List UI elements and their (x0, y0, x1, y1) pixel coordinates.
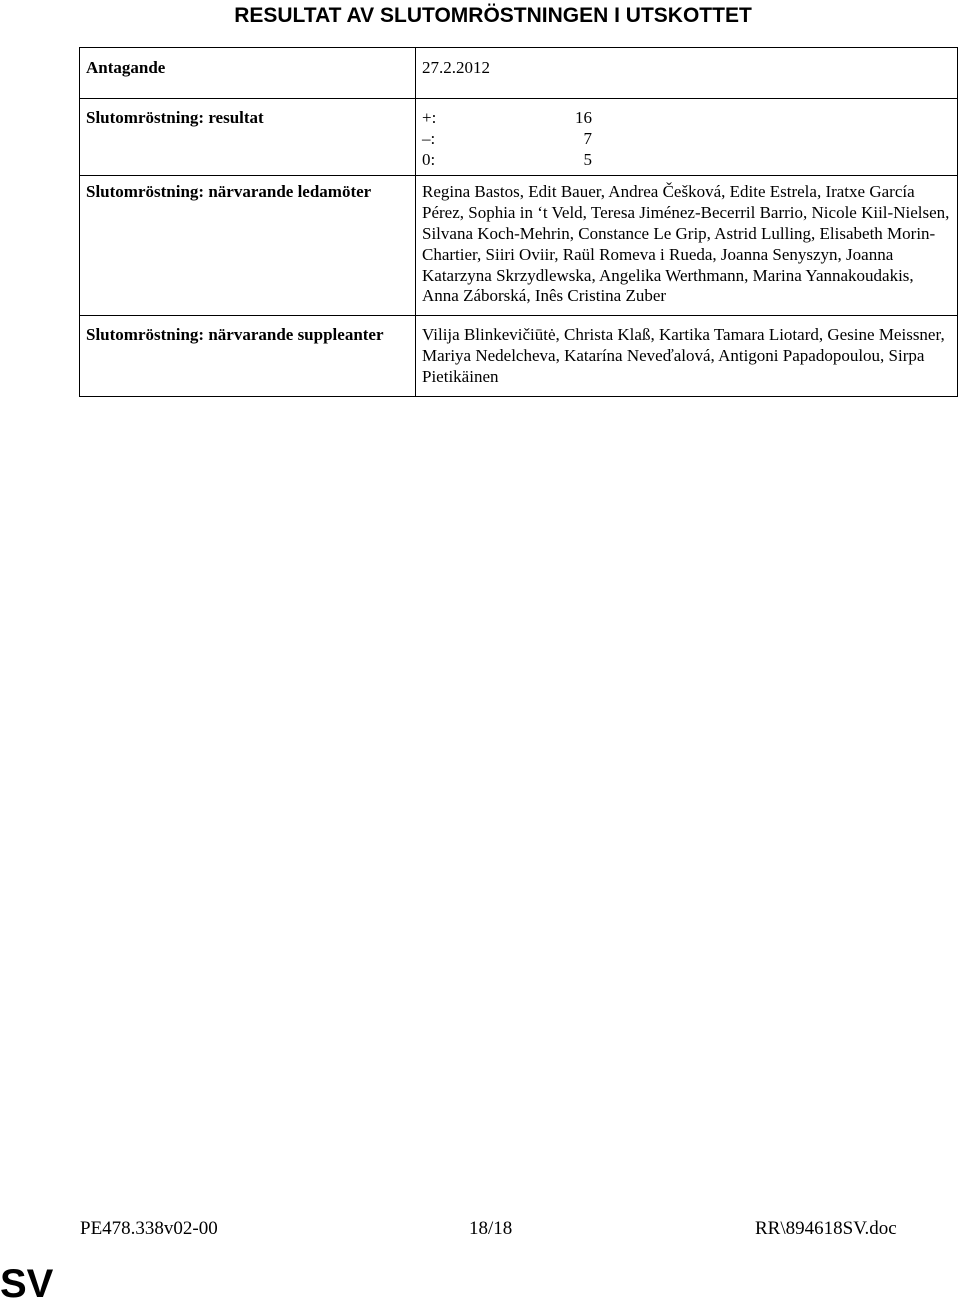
vote-against-count: 7 (583, 128, 592, 148)
vote-abstain-symbol: 0: (422, 149, 436, 169)
members-present-label: Slutomröstning: närvarande ledamöter (80, 176, 416, 316)
substitutes-present-names: Vilija Blinkevičiūtė, Christa Klaß, Kartika Tamara Liotard, Gesine Meissner, Mariya Nedelcheva, Katarína Neveďalová, Antigoni Papadopoulou, Sirpa Pietikäinen (416, 316, 958, 396)
members-present-row (80, 176, 958, 316)
footer-file-ref: RR\894618SV.doc (755, 1218, 897, 1239)
adoption-row (80, 48, 958, 99)
footer-doc-ref: PE478.338v02-00 (80, 1218, 218, 1239)
substitutes-present-row (80, 316, 958, 396)
adoption-label: Antagande (80, 48, 416, 99)
substitutes-present-label: Slutomröstning: närvarande suppleanter (80, 316, 416, 396)
vote-for-symbol: +: (422, 108, 437, 127)
footer-page-number: 18/18 (469, 1218, 513, 1239)
vote-against-symbol: –: (422, 128, 436, 148)
final-vote-label: Slutomröstning: resultat (80, 99, 416, 176)
language-code: SV (0, 1262, 54, 1306)
final-vote-counts (416, 99, 958, 176)
adoption-date: 27.2.2012 (416, 48, 958, 99)
page-heading: RESULTAT AV SLUTOMRÖSTNINGEN I UTSKOTTET (234, 4, 752, 27)
final-vote-row (80, 99, 958, 176)
vote-abstain-count: 5 (583, 149, 592, 169)
vote-result-table (79, 47, 958, 397)
members-present-names: Regina Bastos, Edit Bauer, Andrea Češková, Edite Estrela, Iratxe García Pérez, Sophia in ‘t Veld, Teresa Jiménez-Becerril Barrio, Nicole Kiil-Nielsen, Silvana Koch-Mehrin, Constance Le Grip, Astrid Lulling, Elisabeth Morin-Chartier, Siiri Oviir, Raül Romeva i Rueda, Joanna Senyszyn, Joanna Katarzyna Skrzydlewska, Angelika Werthmann, Marina Yannakoudakis, Anna Záborská, Inês Cristina Zuber (416, 176, 958, 316)
vote-for-count: 16 (575, 108, 592, 127)
